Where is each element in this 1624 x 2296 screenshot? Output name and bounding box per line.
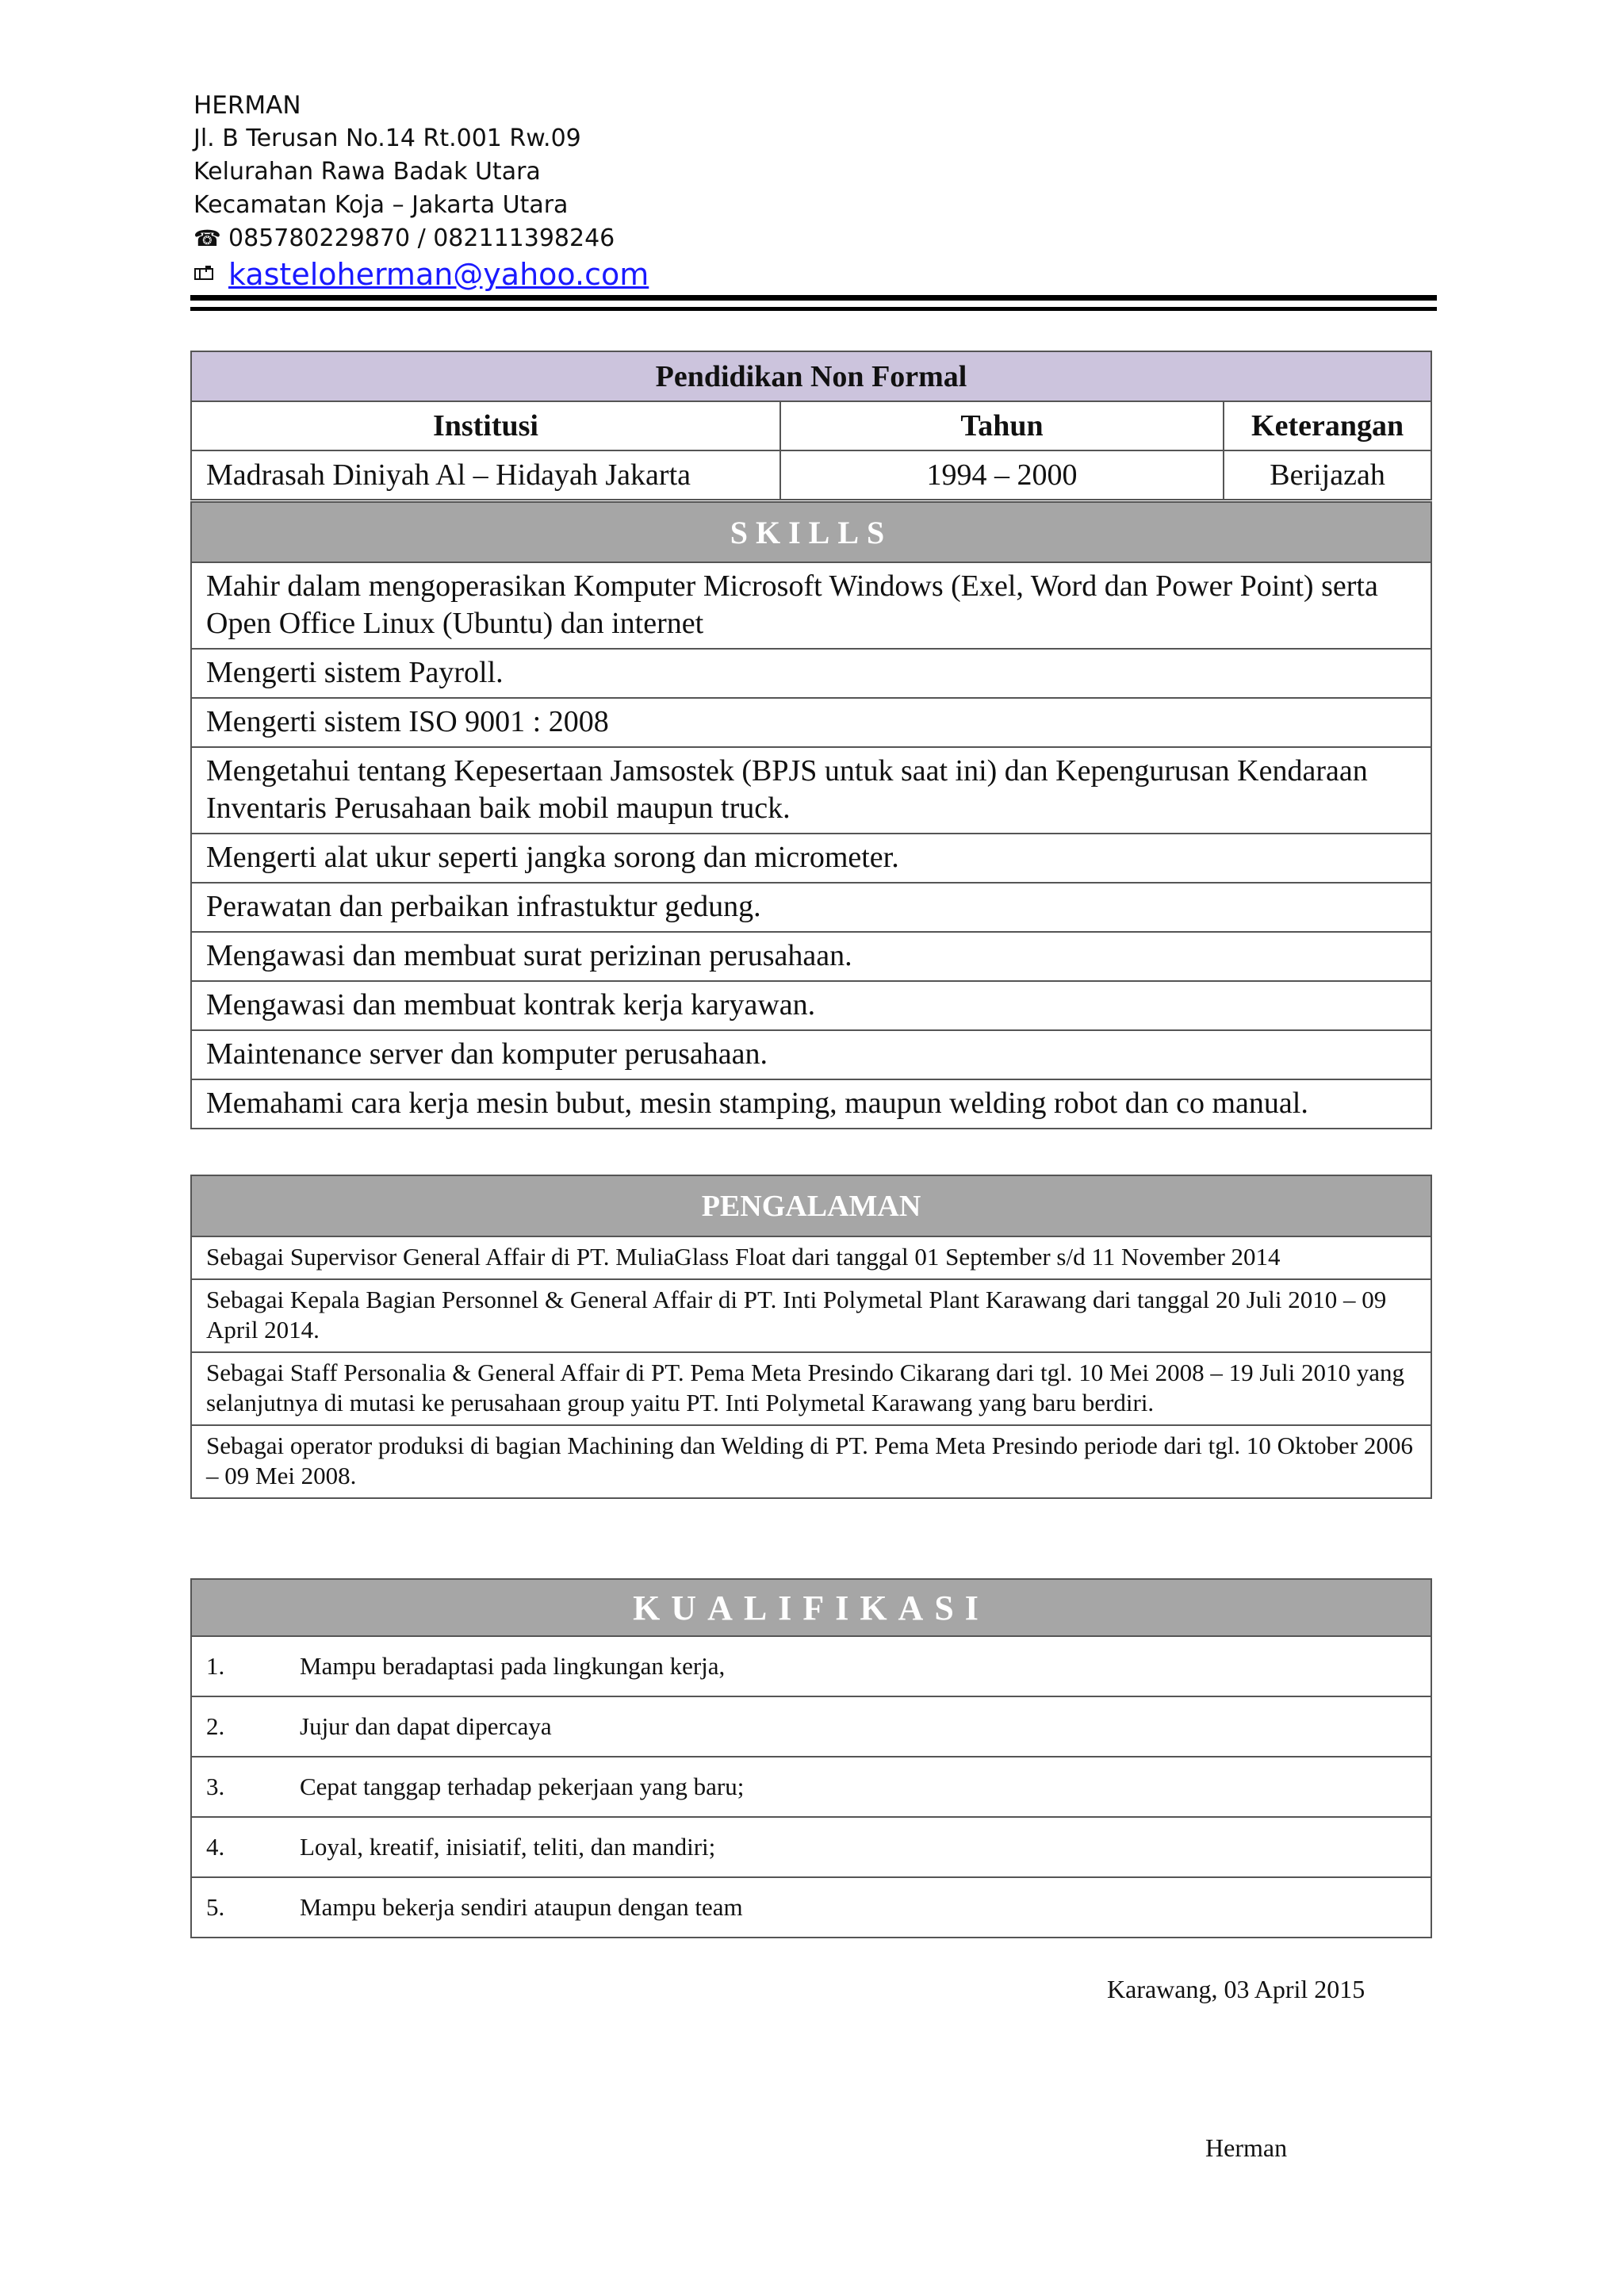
address-line-3: Kecamatan Koja – Jakarta Utara — [193, 191, 569, 219]
list-item: Mahir dalam mengoperasikan Komputer Microsoft Windows (Exel, Word dan Power Point) serta Open Office Linux (Ubuntu) dan internet — [191, 562, 1431, 649]
list-item — [191, 1817, 1431, 1877]
item-number: 4. — [206, 1833, 225, 1861]
list-item — [191, 1636, 1431, 1696]
list-item: Maintenance server dan komputer perusahaan. — [191, 1030, 1431, 1079]
list-item: Perawatan dan perbaikan infrastuktur gedung. — [191, 883, 1431, 932]
column-header: Tahun — [780, 401, 1224, 450]
skills-table — [190, 501, 1432, 1129]
institution-cell: Madrasah Diniyah Al – Hidayah Jakarta — [191, 450, 780, 500]
phone-number: 085780229870 / 082111398246 — [228, 224, 615, 252]
item-number: 3. — [206, 1773, 225, 1800]
list-item — [191, 1877, 1431, 1938]
note-cell: Berijazah — [1224, 450, 1431, 500]
list-item: Mengerti sistem ISO 9001 : 2008 — [191, 698, 1431, 747]
list-item: Mengerti alat ukur seperti jangka sorong dan micrometer. — [191, 834, 1431, 883]
contact-header — [193, 89, 1438, 293]
list-item: Sebagai Supervisor General Affair di PT. MuliaGlass Float dari tanggal 01 September s/d 11 November 2014 — [191, 1236, 1431, 1279]
item-text: Cepat tanggap terhadap pekerjaan yang baru; — [300, 1773, 745, 1800]
list-item: Mengerti sistem Payroll. — [191, 649, 1431, 698]
address-line-1: Jl. B Terusan No.14 Rt.001 Rw.09 — [193, 125, 581, 152]
list-item — [191, 1696, 1431, 1757]
item-number: 2. — [206, 1712, 225, 1740]
table-row — [191, 450, 1431, 500]
item-text: Mampu beradaptasi pada lingkungan kerja, — [300, 1652, 726, 1680]
item-text: Jujur dan dapat dipercaya — [300, 1712, 552, 1740]
phone-icon: ☎ — [193, 225, 221, 251]
item-text: Mampu bekerja sendiri ataupun dengan team — [300, 1893, 743, 1921]
list-item: Mengawasi dan membuat kontrak kerja karyawan. — [191, 981, 1431, 1030]
phone-row — [193, 222, 1438, 255]
applicant-name: HERMAN — [193, 91, 301, 120]
list-item: Mengawasi dan membuat surat perizinan perusahaan. — [191, 932, 1431, 981]
item-number: 1. — [206, 1652, 225, 1680]
section-title: Pendidikan Non Formal — [191, 351, 1431, 401]
year-cell: 1994 – 2000 — [780, 450, 1224, 500]
list-item: Mengetahui tentang Kepesertaan Jamsostek (BPJS untuk saat ini) dan Kepengurusan Kendaraan Inventaris Perusahaan baik mobil maupun truck. — [191, 747, 1431, 834]
list-item: Sebagai Kepala Bagian Personnel & General Affair di PT. Inti Polymetal Plant Karawang dari tanggal 20 Juli 2010 – 09 April 2014. — [191, 1279, 1431, 1352]
column-header: Keterangan — [1224, 401, 1431, 450]
header-divider-thin — [190, 307, 1437, 311]
list-item: Sebagai Staff Personalia & General Affair di PT. Pema Meta Presindo Cikarang dari tgl. 10 Mei 2008 – 19 Juli 2010 yang selanjutnya di mutasi ke perusahaan group yaitu PT. Inti Polymetal Karawang yang baru berdiri. — [191, 1352, 1431, 1425]
email-link[interactable]: kasteloherman@yahoo.com — [228, 257, 649, 292]
email-row — [193, 255, 1438, 293]
column-header: Institusi — [191, 401, 780, 450]
list-item: Memahami cara kerja mesin bubut, mesin stamping, maupun welding robot dan co manual. — [191, 1079, 1431, 1129]
mailbox-icon — [193, 258, 220, 291]
section-title: SKILLS — [191, 502, 1431, 562]
signature-name: Herman — [1205, 2133, 1288, 2162]
non-formal-education-table — [190, 351, 1432, 500]
experience-table — [190, 1175, 1432, 1499]
item-text: Loyal, kreatif, inisiatif, teliti, dan mandiri; — [300, 1833, 716, 1861]
header-divider-thick — [190, 295, 1437, 301]
list-item: Sebagai operator produksi di bagian Machining dan Welding di PT. Pema Meta Presindo periode dari tgl. 10 Oktober 2006 – 09 Mei 2008. — [191, 1425, 1431, 1498]
section-title: KUALIFIKASI — [191, 1579, 1431, 1636]
section-title: PENGALAMAN — [191, 1175, 1431, 1236]
signing-date: Karawang, 03 April 2015 — [1107, 1975, 1365, 2003]
address-line-2: Kelurahan Rawa Badak Utara — [193, 158, 541, 186]
item-number: 5. — [206, 1893, 225, 1921]
qualifications-table — [190, 1578, 1432, 1938]
list-item — [191, 1757, 1431, 1817]
